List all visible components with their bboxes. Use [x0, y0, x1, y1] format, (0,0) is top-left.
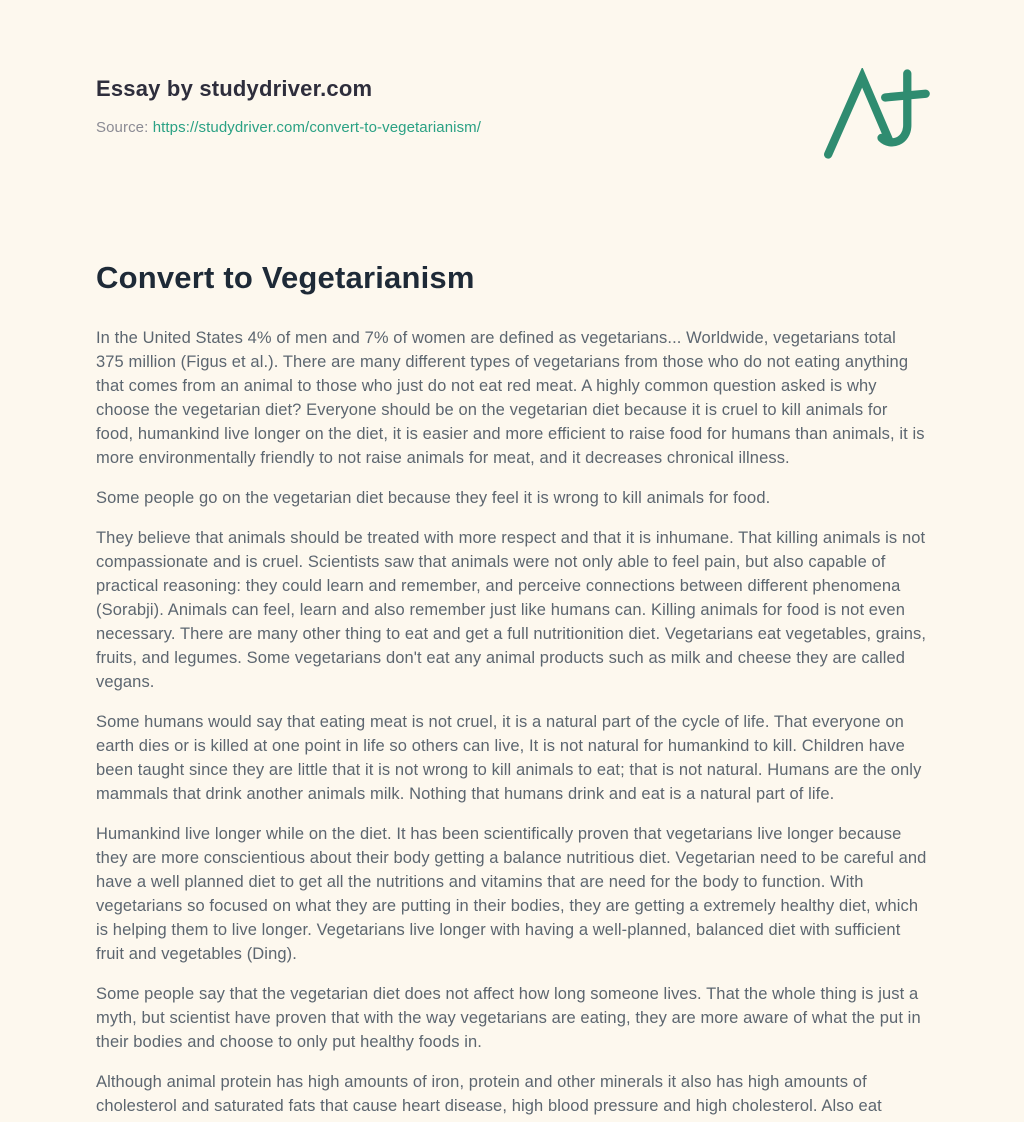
logo-a-stroke	[828, 77, 889, 154]
source-label: Source:	[96, 119, 149, 136]
essay-paragraph: They believe that animals should be treated with more respect and that it is inhumane. That killing animals is not compassionate and is cruel. Scientists saw that animals were not only able to feel pain, but also capable of practical reasoning: they could learn and remember, and perceive connections between different phenomena (Sorabji). Animals can feel, learn and also remember just like humans can. Killing animals for food is not even necessary. There are many other thing to eat and get a full nutritionition diet. Vegetarians eat vegetables, grains, fruits, and legumes. Some vegetarians don't eat any animal products such as milk and cheese they are called vegans.	[96, 529, 927, 691]
essay-paragraph: Although animal protein has high amounts of iron, protein and other minerals it also has high amounts of cholesterol and saturated fats that cause heart disease, high blood pressure and high cholesterol. Also eat	[96, 1073, 882, 1115]
source-row	[96, 119, 481, 136]
document-header	[96, 76, 928, 160]
byline: Essay by studydriver.com	[96, 76, 373, 101]
header-text-block	[96, 76, 481, 136]
studydriver-logo-icon	[820, 68, 932, 160]
essay-paragraph: Some humans would say that eating meat is not cruel, it is a natural part of the cycle of life. That everyone on earth dies or is killed at one point in life so others can live, It is not natural for humankind to kill. Children have been taught since they are little that it is not wrong to kill animals to eat; that is not natural. Humans are the only mammals that drink another animals milk. Nothing that humans drink and eat is a natural part of life.	[96, 713, 922, 803]
essay-paragraph: Some people go on the vegetarian diet because they feel it is wrong to kill animals for food.	[96, 489, 771, 507]
logo-t-crossbar	[885, 94, 925, 98]
essay-paragraph: Some people say that the vegetarian diet does not affect how long someone lives. That the whole thing is just a myth, but scientist have proven that with the way vegetarians are eating, they are more aware of what the put in their bodies and choose to only put healthy foods in.	[96, 985, 921, 1051]
essay-paragraph: In the United States 4% of men and 7% of women are defined as vegetarians... Worldwide, vegetarians total 375 million (Figus et al.). There are many different types of vegetarians from those who do not eating anything that comes from an animal to those who just do not eat red meat. A highly common question asked is why choose the vegetarian diet? Everyone should be on the vegetarian diet because it is cruel to kill animals for food, humankind live longer on the diet, it is easier and more efficient to raise food for humans than animals, it is more environmentally friendly to not raise animals for meat, and it decreases chronical illness.	[96, 329, 925, 467]
essay-title: Convert to Vegetarianism	[96, 260, 475, 295]
essay-paragraph: Humankind live longer while on the diet. It has been scientifically proven that vegetarians live longer because they are more conscientious about their body getting a balance nutritious diet. Vegetarian need to be careful and have a well planned diet to get all the nutritions and vitamins that are need for the body to function. With vegetarians so focused on what they are putting in their bodies, they are getting a extremely healthy diet, which is helping them to live longer. Vegetarians live longer with having a well-planned, balanced diet with sufficient fruit and vegetables (Ding).	[96, 825, 927, 963]
source-link[interactable]: https://studydriver.com/convert-to-vegetarianism/	[152, 119, 482, 136]
essay-body	[96, 326, 928, 1118]
